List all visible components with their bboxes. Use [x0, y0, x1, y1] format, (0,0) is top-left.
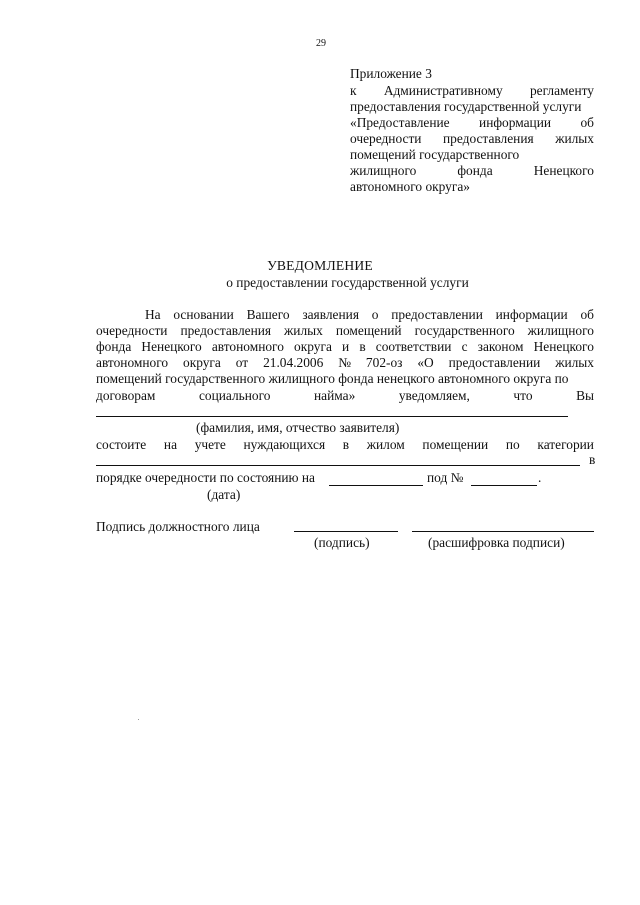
appendix-line-6: помещений государственного	[350, 147, 520, 162]
registry-end-word: в	[589, 452, 596, 467]
date-caption: (дата)	[207, 487, 241, 502]
body-line-1: На основании Вашего заявления о предоставлении информации об	[145, 307, 594, 322]
applicant-name-field[interactable]	[96, 416, 568, 417]
notice-title: УВЕДОМЛЕНИЕ	[267, 258, 373, 273]
appendix-line-8: автономного округа»	[350, 179, 470, 194]
body-line-4: автономного округа от 21.04.2006 № 702-оз «О предоставлении жилых	[96, 355, 594, 370]
queue-number-label: под №	[427, 470, 464, 485]
body-line-2: очередности предоставления жилых помещений государственного жилищного	[96, 323, 594, 338]
queue-number-field[interactable]	[471, 485, 537, 486]
signature-label: Подпись должностного лица	[96, 519, 260, 534]
queue-prefix: порядке очередности по состоянию на	[96, 470, 315, 485]
category-field[interactable]	[96, 465, 580, 466]
queue-date-field[interactable]	[329, 485, 423, 486]
queue-end: .	[538, 470, 542, 485]
appendix-line-4: «Предоставление информации об	[350, 115, 594, 130]
page-number: 29	[316, 38, 326, 49]
appendix-line-5: очередности предоставления жилых	[350, 131, 594, 146]
appendix-line-7: жилищного фонда Ненецкого	[350, 163, 594, 178]
body-line-3: фонда Ненецкого автономного округа и в соответствии с законом Ненецкого	[96, 339, 594, 354]
signature-decoding-field[interactable]	[412, 531, 594, 532]
appendix-line-3: предоставления государственной услуги	[350, 99, 582, 114]
signature-field[interactable]	[294, 531, 398, 532]
notice-subtitle: о предоставлении государственной услуги	[226, 275, 469, 290]
appendix-line-2: к Административному регламенту	[350, 83, 594, 98]
body-line-6: договорам социального найма» уведомляем, что Вы	[96, 388, 594, 403]
body-line-5: помещений государственного жилищного фонда ненецкого автономного округа по	[96, 371, 569, 386]
applicant-name-caption: (фамилия, имя, отчество заявителя)	[196, 420, 400, 435]
scan-speck	[138, 719, 139, 720]
appendix-title: Приложение 3	[350, 66, 432, 81]
signature-caption: (подпись)	[314, 535, 370, 550]
registry-line: состоите на учете нуждающихся в жилом помещении по категории	[96, 437, 594, 452]
signature-decoding-caption: (расшифровка подписи)	[428, 535, 565, 550]
